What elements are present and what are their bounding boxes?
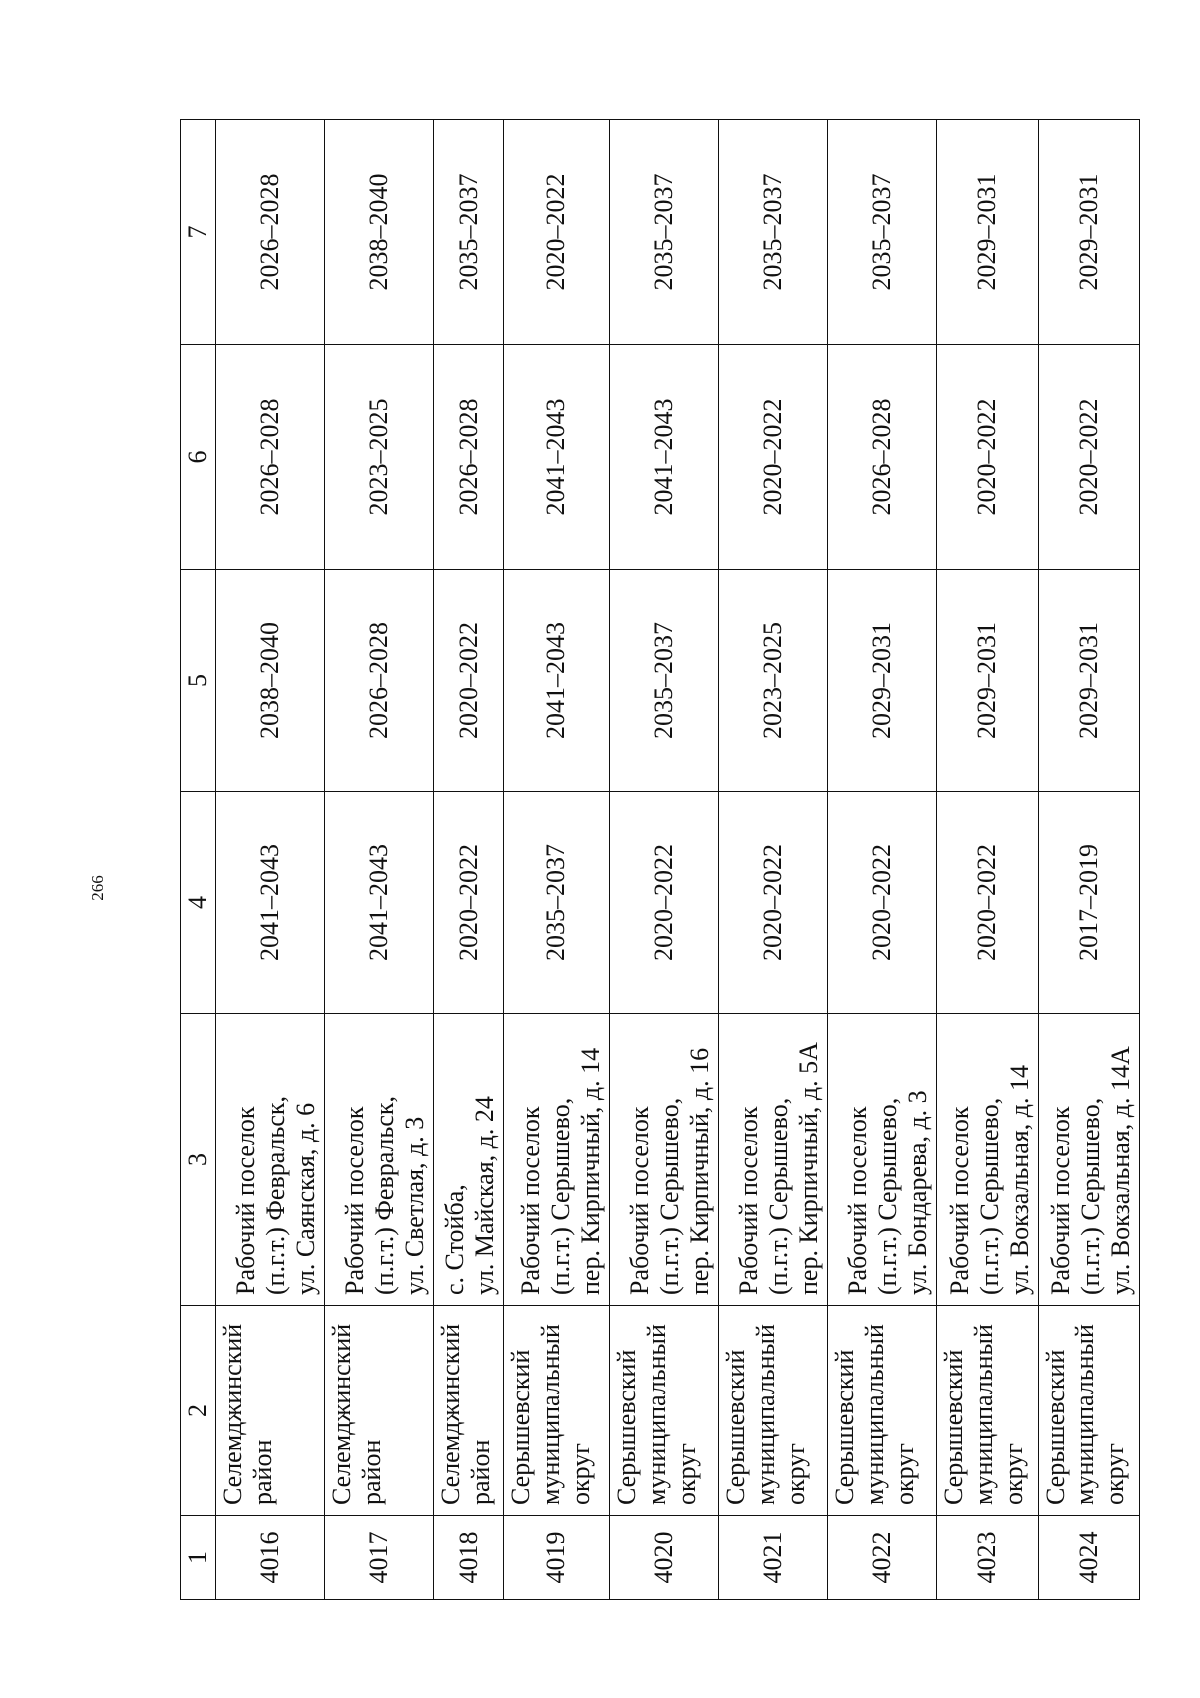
period-cell: 2026–2028 [828,345,937,570]
district-cell: Селемджинский район [434,1306,504,1516]
header-row [181,120,216,1600]
period-cell: 2029–2031 [937,570,1038,792]
row-number-cell: 4016 [215,1516,324,1600]
period-cell: 2038–2040 [215,570,324,792]
page-number-text: 266 [88,875,107,901]
rotated-table-container [180,120,1140,1600]
period-cell: 2020–2022 [718,792,827,1014]
district-cell: Серышевский муниципальный округ [609,1306,718,1516]
header-cell: 7 [181,120,216,345]
header-cell: 5 [181,570,216,792]
address-cell [609,1014,718,1306]
row-number-cell: 4019 [503,1516,609,1600]
period-cell: 2020–2022 [828,792,937,1014]
header-cell: 1 [181,1516,216,1600]
page-number [88,868,108,908]
address-line: ул. Вокзальная, д. 14 [1004,1065,1034,1295]
address-line: пер. Кирпичный, д. 14 [575,1047,605,1295]
period-cell: 2035–2037 [434,120,504,345]
period-cell: 2020–2022 [937,792,1038,1014]
district-cell: Серышевский муниципальный округ [718,1306,827,1516]
row-number-cell: 4024 [1038,1516,1139,1600]
period-cell: 2035–2037 [718,120,827,345]
period-cell: 2041–2043 [609,345,718,570]
table-body [215,120,1139,1600]
period-cell: 2035–2037 [609,120,718,345]
address-cell [325,1014,434,1306]
address-line: ул. Майская, д. 24 [469,1096,499,1295]
address-line: ул. Саянская, д. 6 [291,1102,321,1295]
address-cell [937,1014,1038,1306]
address-line: Рабочий поселок [625,1106,655,1295]
table-row [503,120,609,1600]
period-cell: 2020–2022 [718,345,827,570]
row-number-cell: 4021 [718,1516,827,1600]
period-cell: 2035–2037 [609,570,718,792]
address-cell [434,1014,504,1306]
period-cell: 2029–2031 [1038,570,1139,792]
address-line: (п.г.т.) Серышево, [655,1097,685,1295]
period-cell: 2020–2022 [1038,345,1139,570]
table-row [937,120,1038,1600]
address-line: ул. Вокзальная, д. 14А [1106,1046,1136,1295]
table-row [1038,120,1139,1600]
address-line: (п.г.т.) Серышево, [1076,1097,1106,1295]
address-line: Рабочий поселок [340,1106,370,1295]
address-cell [718,1014,827,1306]
address-line: пер. Кирпичный, д. 16 [685,1047,715,1295]
period-cell: 2038–2040 [325,120,434,345]
district-cell: Селемджинский район [325,1306,434,1516]
header-cell: 4 [181,792,216,1014]
address-cell [503,1014,609,1306]
row-number-cell: 4020 [609,1516,718,1600]
table-row [828,120,937,1600]
address-line: ул. Бондарева, д. 3 [903,1090,933,1295]
district-cell: Серышевский муниципальный округ [1038,1306,1139,1516]
address-line: (п.г.т.) Серышево, [764,1097,794,1295]
address-cell [215,1014,324,1306]
period-cell: 2035–2037 [503,792,609,1014]
period-cell: 2026–2028 [434,345,504,570]
header-cell: 6 [181,345,216,570]
header-cell: 2 [181,1306,216,1516]
address-line: ул. Светлая, д. 3 [400,1116,430,1295]
district-cell: Селемджинский район [215,1306,324,1516]
address-line: (п.г.т.) Серышево, [873,1097,903,1295]
period-cell: 2029–2031 [828,570,937,792]
table-row [718,120,827,1600]
table-row [609,120,718,1600]
period-cell: 2017–2019 [1038,792,1139,1014]
address-line: (п.г.т.) Февральск, [261,1096,291,1295]
address-line: Рабочий поселок [944,1106,974,1295]
district-cell: Серышевский муниципальный округ [828,1306,937,1516]
period-cell: 2026–2028 [215,345,324,570]
period-cell: 2029–2031 [1038,120,1139,345]
period-cell: 2041–2043 [503,345,609,570]
row-number-cell: 4022 [828,1516,937,1600]
period-cell: 2020–2022 [503,120,609,345]
address-line: пер. Кирпичный, д. 5А [794,1042,824,1295]
period-cell: 2026–2028 [325,570,434,792]
address-line: Рабочий поселок [1046,1106,1076,1295]
district-cell: Серышевский муниципальный округ [503,1306,609,1516]
address-line: с. Стойба, [440,1184,470,1295]
address-line: Рабочий поселок [231,1106,261,1295]
period-cell: 2020–2022 [434,792,504,1014]
period-cell: 2026–2028 [215,120,324,345]
table-row [434,120,504,1600]
period-cell: 2023–2025 [325,345,434,570]
header-cell: 3 [181,1014,216,1306]
row-number-cell: 4023 [937,1516,1038,1600]
period-cell: 2020–2022 [434,570,504,792]
period-cell: 2029–2031 [937,120,1038,345]
table-row [215,120,324,1600]
district-cell: Серышевский муниципальный округ [937,1306,1038,1516]
address-cell [828,1014,937,1306]
period-cell: 2041–2043 [325,792,434,1014]
address-line: (п.г.т.) Серышево, [974,1097,1004,1295]
address-line: Рабочий поселок [516,1106,546,1295]
row-number-cell: 4017 [325,1516,434,1600]
period-cell: 2041–2043 [503,570,609,792]
period-cell: 2020–2022 [609,792,718,1014]
register-table [180,119,1140,1600]
address-line: Рабочий поселок [734,1106,764,1295]
period-cell: 2035–2037 [828,120,937,345]
table-row [325,120,434,1600]
address-line: (п.г.т.) Серышево, [546,1097,575,1295]
address-line: (п.г.т.) Февральск, [370,1096,400,1295]
address-cell [1038,1014,1139,1306]
address-line: Рабочий поселок [843,1106,873,1295]
period-cell: 2023–2025 [718,570,827,792]
row-number-cell: 4018 [434,1516,504,1600]
period-cell: 2020–2022 [937,345,1038,570]
period-cell: 2041–2043 [215,792,324,1014]
